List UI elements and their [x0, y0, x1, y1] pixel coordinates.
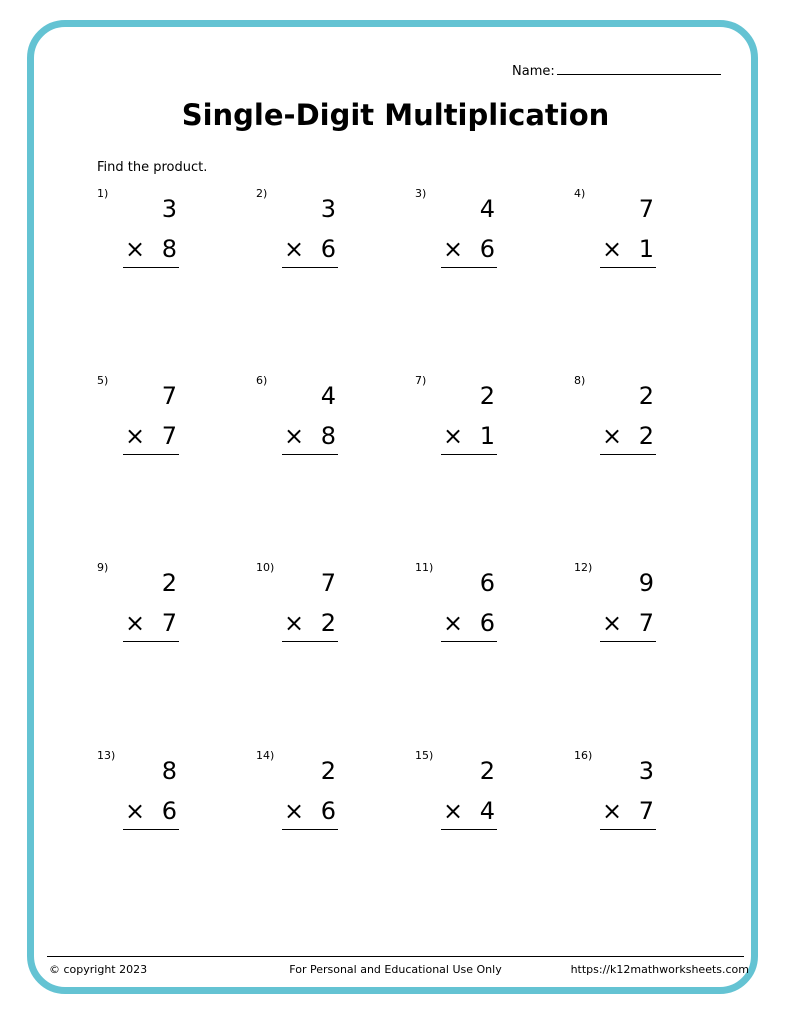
multiplicand: 7 [320, 569, 336, 597]
multiplier-row [284, 235, 336, 263]
times-sign: × [443, 422, 464, 450]
multiplicand: 7 [638, 195, 654, 223]
times-sign: × [602, 797, 623, 825]
multiplicand: 7 [161, 382, 177, 410]
multiplicand: 2 [320, 757, 336, 785]
problem-5 [97, 374, 207, 474]
multiplicand: 3 [320, 195, 336, 223]
answer-line[interactable] [441, 829, 497, 830]
problem-3 [415, 187, 525, 287]
answer-line[interactable] [282, 267, 338, 268]
multiplier: 7 [161, 609, 177, 637]
times-sign: × [125, 235, 146, 263]
multiplicand: 2 [161, 569, 177, 597]
multiplicand: 2 [638, 382, 654, 410]
multiplier-row [125, 609, 177, 637]
problem-number: 13) [97, 749, 116, 762]
problem-1 [97, 187, 207, 287]
problem-2 [256, 187, 366, 287]
times-sign: × [443, 797, 464, 825]
answer-line[interactable] [441, 267, 497, 268]
multiplier-row [125, 422, 177, 450]
name-label: Name: [512, 64, 555, 79]
times-sign: × [125, 797, 146, 825]
answer-line[interactable] [123, 829, 179, 830]
problem-number: 11) [415, 561, 434, 574]
multiplicand: 2 [479, 382, 495, 410]
problem-number: 8) [574, 374, 586, 387]
problem-number: 2) [256, 187, 268, 200]
problem-13 [97, 749, 207, 849]
times-sign: × [443, 609, 464, 637]
multiplier: 7 [161, 422, 177, 450]
multiplicand: 6 [479, 569, 495, 597]
problem-number: 3) [415, 187, 427, 200]
answer-line[interactable] [441, 454, 497, 455]
multiplicand: 2 [479, 757, 495, 785]
footer-url: https://k12mathworksheets.com [570, 963, 749, 976]
problem-4 [574, 187, 684, 287]
answer-line[interactable] [600, 641, 656, 642]
problem-12 [574, 561, 684, 661]
problem-number: 10) [256, 561, 275, 574]
multiplier-row [443, 609, 495, 637]
multiplier: 8 [320, 422, 336, 450]
multiplier: 6 [320, 797, 336, 825]
problem-number: 5) [97, 374, 109, 387]
multiplicand: 4 [479, 195, 495, 223]
times-sign: × [602, 422, 623, 450]
times-sign: × [284, 422, 305, 450]
multiplicand: 9 [638, 569, 654, 597]
multiplier-row [602, 797, 654, 825]
answer-line[interactable] [282, 454, 338, 455]
times-sign: × [443, 235, 464, 263]
problem-number: 9) [97, 561, 109, 574]
multiplier: 7 [638, 609, 654, 637]
problem-number: 15) [415, 749, 434, 762]
answer-line[interactable] [123, 267, 179, 268]
multiplier: 4 [479, 797, 495, 825]
footer-divider [47, 956, 744, 957]
multiplicand: 8 [161, 757, 177, 785]
multiplier-row [125, 797, 177, 825]
multiplicand: 4 [320, 382, 336, 410]
multiplier-row [602, 235, 654, 263]
multiplier: 1 [638, 235, 654, 263]
times-sign: × [284, 609, 305, 637]
problem-6 [256, 374, 366, 474]
multiplier-row [284, 422, 336, 450]
multiplier-row [602, 422, 654, 450]
problem-number: 4) [574, 187, 586, 200]
name-blank-line[interactable] [557, 62, 721, 75]
answer-line[interactable] [282, 641, 338, 642]
multiplier: 6 [320, 235, 336, 263]
problem-9 [97, 561, 207, 661]
multiplier-row [443, 422, 495, 450]
multiplier-row [602, 609, 654, 637]
problem-number: 6) [256, 374, 268, 387]
multiplicand: 3 [161, 195, 177, 223]
multiplier: 2 [638, 422, 654, 450]
problem-number: 12) [574, 561, 593, 574]
multiplier: 7 [638, 797, 654, 825]
problem-10 [256, 561, 366, 661]
multiplier-row [443, 235, 495, 263]
times-sign: × [284, 235, 305, 263]
times-sign: × [602, 609, 623, 637]
multiplier: 1 [479, 422, 495, 450]
multiplier: 6 [479, 235, 495, 263]
problem-number: 14) [256, 749, 275, 762]
multiplicand: 3 [638, 757, 654, 785]
problem-14 [256, 749, 366, 849]
footer-usage: For Personal and Educational Use Only [289, 963, 502, 976]
answer-line[interactable] [441, 641, 497, 642]
problem-8 [574, 374, 684, 474]
footer-copyright: © copyright 2023 [49, 963, 148, 976]
answer-line[interactable] [600, 454, 656, 455]
problem-number: 1) [97, 187, 109, 200]
worksheet-title: Single-Digit Multiplication [181, 98, 610, 132]
times-sign: × [602, 235, 623, 263]
multiplier: 8 [161, 235, 177, 263]
name-field[interactable] [512, 62, 721, 79]
problem-7 [415, 374, 525, 474]
multiplier: 6 [161, 797, 177, 825]
problem-15 [415, 749, 525, 849]
answer-line[interactable] [600, 267, 656, 268]
multiplier-row [284, 797, 336, 825]
multiplier: 2 [320, 609, 336, 637]
times-sign: × [125, 422, 146, 450]
problem-11 [415, 561, 525, 661]
multiplier: 6 [479, 609, 495, 637]
multiplier-row [125, 235, 177, 263]
instructions: Find the product. [97, 160, 208, 175]
problem-number: 7) [415, 374, 427, 387]
problem-16 [574, 749, 684, 849]
multiplier-row [284, 609, 336, 637]
answer-line[interactable] [123, 641, 179, 642]
times-sign: × [125, 609, 146, 637]
answer-line[interactable] [282, 829, 338, 830]
answer-line[interactable] [123, 454, 179, 455]
times-sign: × [284, 797, 305, 825]
answer-line[interactable] [600, 829, 656, 830]
problem-number: 16) [574, 749, 593, 762]
multiplier-row [443, 797, 495, 825]
